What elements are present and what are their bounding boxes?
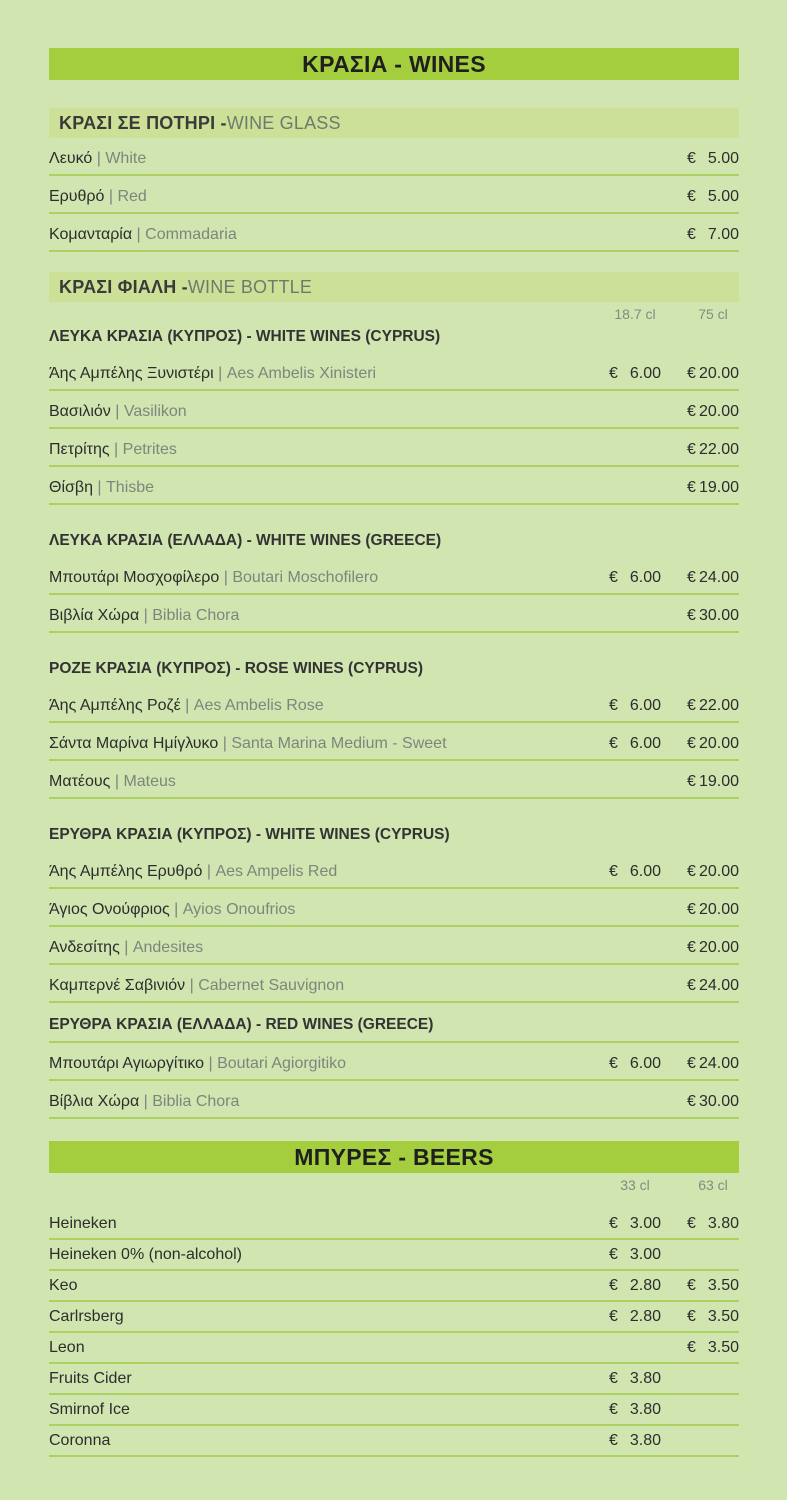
menu-item-row [49,685,739,723]
euro-symbol: € [687,863,696,880]
item-name-english: Mateus [123,773,176,790]
item-name: Smirnof Ice [49,1401,130,1418]
price-amount: 3.80 [629,1401,661,1418]
price-amount: 3.80 [629,1432,661,1449]
item-name-greek: Βίβλια Χώρα [49,1093,140,1110]
menu-item-row [49,851,739,889]
item-name [49,697,324,715]
price-col1 [609,1055,661,1073]
name-separator: | [109,441,123,458]
euro-symbol: € [609,1246,618,1263]
euro-symbol: € [687,607,696,624]
price-amount: 2.80 [629,1277,661,1294]
price-amount: 6.00 [629,1055,661,1072]
menu-item-row [49,1302,739,1333]
price-col2 [687,863,739,881]
name-separator: | [180,697,194,714]
euro-symbol: € [609,365,618,382]
price-amount: 5.00 [707,188,739,205]
item-name: Fruits Cider [49,1370,132,1387]
price-col1 [609,735,661,753]
euro-symbol: € [687,1308,696,1325]
price-col1 [609,863,661,881]
price-col1 [609,1370,661,1388]
price-amount: 6.00 [629,365,661,382]
menu-item-row [49,1364,739,1395]
item-name-english: Biblia Chora [152,1093,240,1110]
price-col1 [609,1432,661,1450]
euro-symbol: € [687,697,696,714]
euro-symbol: € [687,441,696,458]
euro-symbol: € [687,403,696,420]
euro-symbol: € [609,697,618,714]
item-name-greek: Θίσβη [49,479,93,496]
euro-symbol: € [687,1277,696,1294]
euro-symbol: € [609,569,618,586]
name-separator: | [219,569,233,586]
price-col1 [609,365,661,383]
item-name-english: Aes Ambelis Xinisteri [226,365,377,382]
price-col2 [687,735,739,753]
price-col2 [687,150,739,168]
item-name: Keo [49,1277,78,1294]
price-amount: 3.50 [707,1277,739,1294]
menu-item-row [49,214,739,252]
item-name: Heineken [49,1215,117,1232]
item-name-english: Commadaria [145,226,237,243]
price-amount: 20.00 [698,735,739,752]
price-col1 [609,569,661,587]
item-name-greek: Σάντα Μαρίνα Ημίγλυκο [49,735,219,752]
name-separator: | [139,1093,153,1110]
euro-symbol: € [609,1277,618,1294]
euro-symbol: € [609,735,618,752]
item-name-greek: Μπουτάρι Μοσχοφίλερο [49,569,220,586]
item-name-greek: Καμπερνέ Σαβινιόν [49,977,186,994]
item-name-greek: Άης Αμπέλης Ροζέ [49,697,181,714]
item-name-greek: Ερυθρό [49,188,105,205]
size-column-header: 18.7 cl [614,306,656,322]
name-separator: | [204,1055,218,1072]
price-col1 [609,1277,661,1295]
euro-symbol: € [687,1055,696,1072]
price-amount: 20.00 [698,365,739,382]
item-name [49,188,147,206]
wine-group-header: ΛΕΥΚΑ ΚΡΑΣΙΑ (ΚΥΠΡΟΣ) - WHITE WINES (CYPRUS) [49,328,441,345]
wine-bottle-heading [49,272,739,302]
item-name [49,441,177,459]
euro-symbol: € [609,1308,618,1325]
wine-bottle-groups [49,327,739,1119]
menu-item-row [49,467,739,505]
price-col2 [687,569,739,587]
item-name-greek: Άης Αμπέλης Ερυθρό [49,863,203,880]
item-name [49,607,239,625]
price-amount: 3.00 [629,1246,661,1263]
euro-symbol: € [687,569,696,586]
item-name-greek: Βιβλία Χώρα [49,607,140,624]
item-name [49,977,344,995]
menu-item-row [49,723,739,761]
price-col2 [687,188,739,206]
item-name-english: White [105,150,147,167]
menu-item-row [49,557,739,595]
wine-group-header: ΕΡΥΘΡΑ ΚΡΑΣΙΑ (ΚΥΠΡΟΣ) - WHITE WINES (CYPRUS) [49,826,450,843]
euro-symbol: € [609,863,618,880]
item-name [49,150,146,168]
name-separator: | [119,939,133,956]
menu-item-row [49,927,739,965]
item-name-greek: Λευκό [49,150,93,167]
item-name-greek: Μπουτάρι Αγιωργίτικο [49,1055,205,1072]
item-name-english: Andesites [132,939,204,956]
item-name-greek: Πετρίτης [49,441,110,458]
euro-symbol: € [609,1370,618,1387]
price-col2 [687,1308,739,1326]
euro-symbol: € [687,188,696,205]
price-col2 [687,773,739,791]
item-name [49,1055,346,1073]
price-col2 [687,1093,739,1111]
euro-symbol: € [687,1215,696,1232]
price-amount: 3.50 [707,1339,739,1356]
price-col2 [687,607,739,625]
item-name [49,901,295,919]
price-amount: 20.00 [698,403,739,420]
menu-item-row [49,1081,739,1119]
euro-symbol: € [687,365,696,382]
price-amount: 6.00 [629,697,661,714]
price-amount: 19.00 [698,479,739,496]
item-name-english: Petrites [122,441,177,458]
item-name-english: Biblia Chora [152,607,240,624]
menu-item-row [49,353,739,391]
price-col1 [609,1308,661,1326]
euro-symbol: € [687,901,696,918]
menu-item-row [49,1426,739,1457]
item-name [49,863,337,881]
price-amount: 24.00 [698,569,739,586]
euro-symbol: € [687,1093,696,1110]
price-amount: 19.00 [698,773,739,790]
euro-symbol: € [687,735,696,752]
price-col2 [687,226,739,244]
name-separator: | [213,365,227,382]
euro-symbol: € [687,773,696,790]
name-separator: | [132,226,146,243]
menu-item-row [49,595,739,633]
wine-group-header: ΡΟΖΕ ΚΡΑΣΙΑ (ΚΥΠΡΟΣ) - ROSE WINES (CYPRUS) [49,660,423,677]
menu-item-row [49,176,739,214]
size-column-header: 33 cl [620,1177,650,1193]
price-amount: 20.00 [698,939,739,956]
euro-symbol: € [609,1432,618,1449]
item-name [49,226,237,244]
euro-symbol: € [609,1215,618,1232]
item-name [49,773,176,791]
item-name-greek: Κομανταρία [49,226,133,243]
menu-item-row [49,1333,739,1364]
euro-symbol: € [687,977,696,994]
item-name [49,569,378,587]
price-col2 [687,403,739,421]
bottle-size-columns [49,304,739,324]
item-name-greek: Βασιλιόν [49,403,111,420]
price-col2 [687,1339,739,1357]
item-name-greek: Ματέους [49,773,111,790]
name-separator: | [185,977,199,994]
price-amount: 22.00 [698,697,739,714]
item-name: Heineken 0% (non-alcohol) [49,1246,242,1263]
euro-symbol: € [687,150,696,167]
wines-section-banner: ΚΡΑΣΙΑ - WINES [49,48,739,80]
price-col2 [687,939,739,957]
price-amount: 6.00 [629,735,661,752]
name-separator: | [202,863,216,880]
wine-group-header: ΛΕΥΚΑ ΚΡΑΣΙΑ (ΕΛΛΑΔΑ) - WHITE WINES (GREECE) [49,532,442,549]
item-name: Carlrsberg [49,1308,124,1325]
price-amount: 20.00 [698,901,739,918]
wine-glass-item-list [49,138,739,252]
menu-item-row [49,965,739,1003]
name-separator: | [92,150,106,167]
name-separator: | [139,607,153,624]
menu-item-row [49,1240,739,1271]
beer-item-list [49,1209,739,1457]
price-amount: 5.00 [707,150,739,167]
item-name-english: Red [117,188,147,205]
euro-symbol: € [687,939,696,956]
item-name: Leon [49,1339,85,1356]
price-col1 [609,1246,661,1264]
wine-group-header: ΕΡΥΘΡΑ ΚΡΑΣΙΑ (ΕΛΛΑΔΑ) - RED WINES (GREECE) [49,1015,739,1043]
price-col2 [687,1055,739,1073]
item-name: Coronna [49,1432,111,1449]
price-amount: 3.80 [629,1370,661,1387]
price-col1 [609,697,661,715]
wine-glass-heading-english: WINE GLASS [226,112,341,133]
price-amount: 24.00 [698,1055,739,1072]
euro-symbol: € [609,1055,618,1072]
euro-symbol: € [687,226,696,243]
name-separator: | [104,188,118,205]
wine-bottle-heading-english: WINE BOTTLE [187,276,313,297]
menu-item-row [49,1209,739,1240]
price-col2 [687,441,739,459]
menu-item-row [49,761,739,799]
size-column-header: 63 cl [698,1177,728,1193]
menu-item-row [49,391,739,429]
wine-bottle-heading-greek: ΚΡΑΣΙ ΦΙΑΛΗ - [59,276,188,297]
price-col2 [687,479,739,497]
name-separator: | [110,773,124,790]
name-separator: | [92,479,107,496]
price-col2 [687,1215,739,1233]
item-name-greek: Άης Αμπέλης Ξυνιστέρι [49,365,214,382]
price-col2 [687,697,739,715]
price-col1 [609,1215,661,1233]
price-amount: 30.00 [698,607,739,624]
item-name [49,1093,239,1111]
beer-size-columns [49,1175,739,1195]
price-col2 [687,977,739,995]
price-amount: 24.00 [698,977,739,994]
menu-item-row [49,429,739,467]
item-name [49,403,187,421]
item-name-greek: Ανδεσίτης [49,939,120,956]
price-amount: 6.00 [629,863,661,880]
euro-symbol: € [609,1401,618,1418]
size-column-header: 75 cl [698,306,728,322]
price-amount: 20.00 [698,863,739,880]
price-amount: 7.00 [707,226,739,243]
wine-glass-heading [49,108,739,138]
menu-item-row [49,1043,739,1081]
menu-item-row [49,138,739,176]
euro-symbol: € [687,479,696,496]
name-separator: | [218,735,232,752]
price-col2 [687,1277,739,1295]
wine-glass-heading-greek: ΚΡΑΣΙ ΣΕ ΠΟΤΗΡΙ - [59,112,227,133]
name-separator: | [110,403,124,420]
item-name-english: Cabernet Sauvignon [198,977,345,994]
item-name-english: Santa Marina Medium - Sweet [231,735,447,752]
item-name-english: Vasilikon [123,403,187,420]
beers-section-banner: ΜΠΥΡΕΣ - BEERS [49,1141,739,1173]
price-col2 [687,365,739,383]
item-name [49,939,203,957]
item-name-english: Boutari Agiorgitiko [217,1055,347,1072]
price-amount: 30.00 [698,1093,739,1110]
item-name-english: Thisbe [106,479,155,496]
menu-item-row [49,889,739,927]
item-name-english: Aes Ampelis Red [215,863,338,880]
price-col1 [609,1401,661,1419]
item-name-english: Boutari Moschofilero [232,569,379,586]
price-col2 [687,901,739,919]
price-amount: 22.00 [698,441,739,458]
item-name [49,735,447,753]
item-name-english: Ayios Onoufrios [182,901,296,918]
price-amount: 3.50 [707,1308,739,1325]
price-amount: 2.80 [629,1308,661,1325]
menu-item-row [49,1271,739,1302]
price-amount: 3.80 [707,1215,739,1232]
item-name-greek: Άγιος Ονούφριος [49,901,170,918]
item-name-english: Aes Ambelis Rose [193,697,324,714]
name-separator: | [169,901,183,918]
price-amount: 3.00 [629,1215,661,1232]
euro-symbol: € [687,1339,696,1356]
item-name [49,365,376,383]
menu-item-row [49,1395,739,1426]
item-name [49,479,154,497]
price-amount: 6.00 [629,569,661,586]
